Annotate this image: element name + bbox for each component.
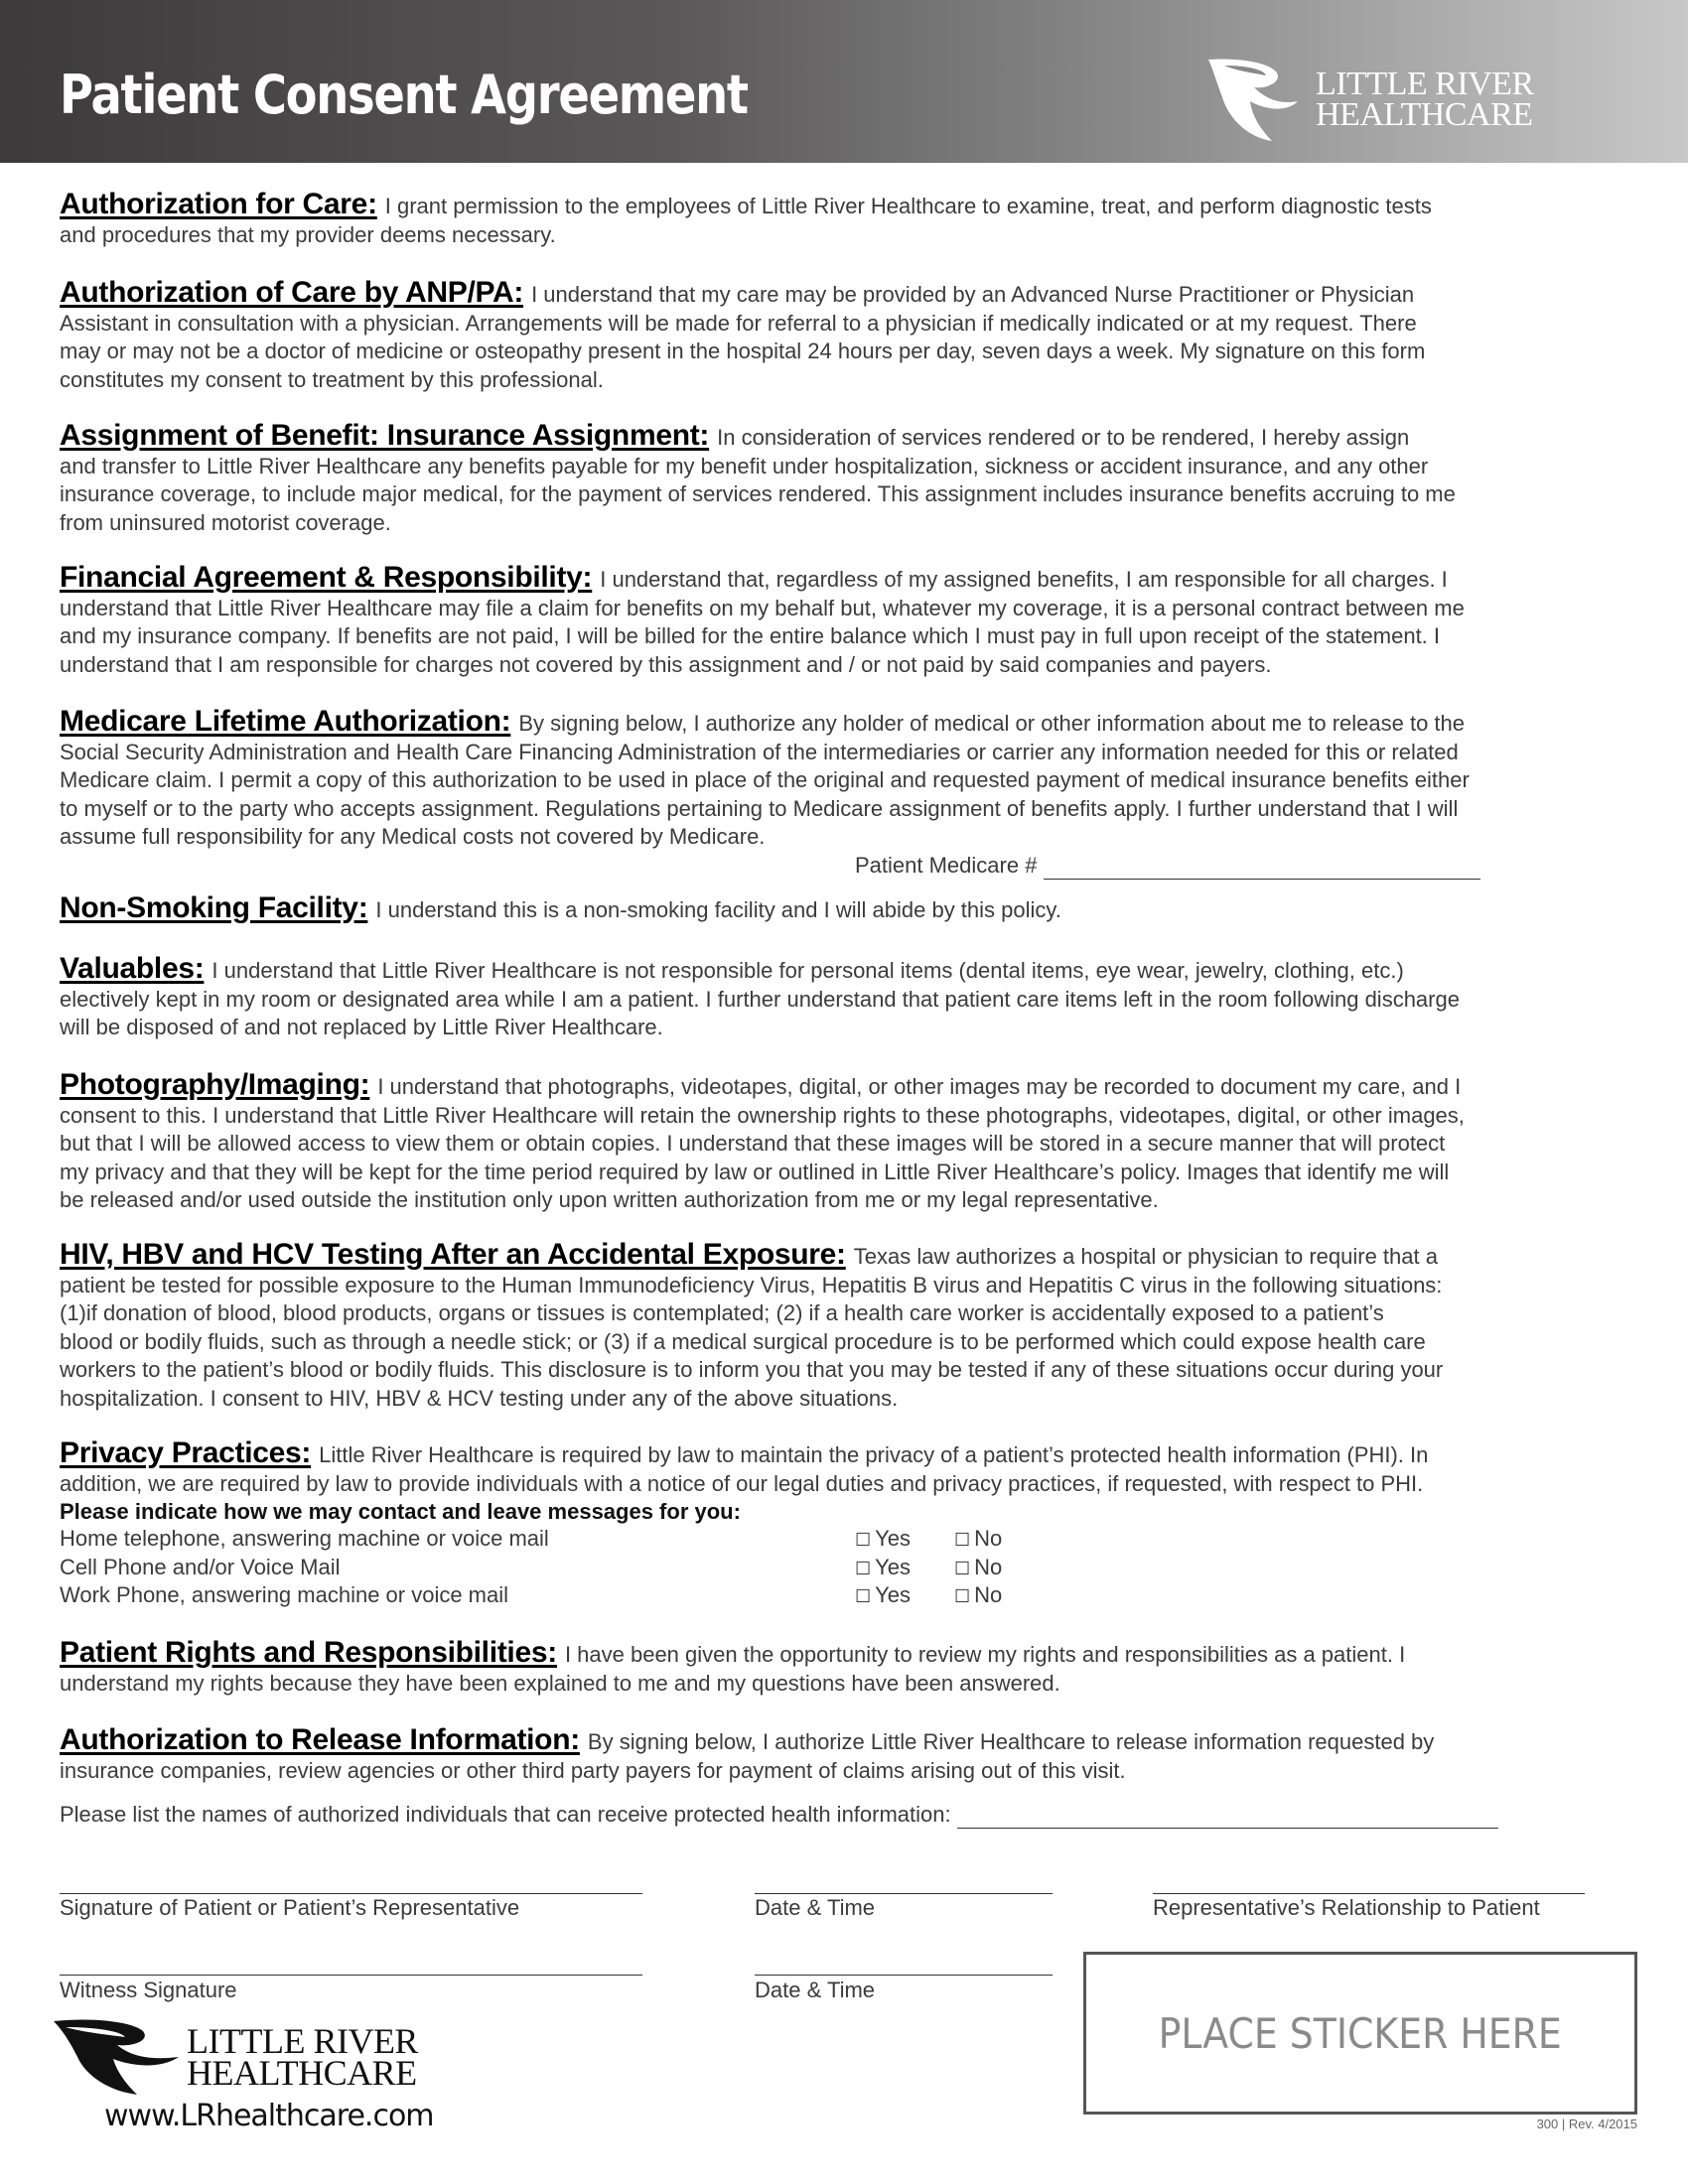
section-text: to myself or to the party who accepts assignment. Regulations pertaining to Medicare assignment of benefits apply. I further understand that I will bbox=[60, 795, 1459, 821]
section-text: understand that I am responsible for charges not covered by this assignment and / or not paid by said companies and payers. bbox=[60, 651, 1272, 677]
date-time-label-2: Date & Time bbox=[755, 1978, 876, 2002]
section-first-line bbox=[60, 891, 1061, 925]
section-heading: Authorization to Release Information: bbox=[60, 1723, 580, 1756]
section-text: and my insurance company. If benefits are not paid, I will be billed for the entire balance which I must pay in full upon receipt of the statement. I bbox=[60, 623, 1441, 648]
checkbox-icon[interactable]: ☐ bbox=[855, 1530, 872, 1550]
section-heading: HIV, HBV and HCV Testing After an Accidental Exposure: bbox=[60, 1238, 846, 1271]
section-first-line bbox=[60, 561, 1465, 595]
section-text: insurance companies, review agencies or other third party payers for payment of claims arising out of this visit. bbox=[60, 1757, 1126, 1783]
section-heading: Patient Rights and Responsibilities: bbox=[60, 1636, 557, 1669]
consent-section bbox=[60, 276, 1426, 394]
footer-logo-line1: LITTLE RIVER bbox=[187, 2020, 418, 2061]
section-text: will be disposed of and not replaced by Little River Healthcare. bbox=[60, 1015, 663, 1039]
section-text: electively kept in my room or designated area while I am a patient. I further understand that patient care items left in the room following discharge bbox=[60, 986, 1460, 1012]
consent-section bbox=[60, 1723, 1435, 1785]
section-text: I grant permission to the employees of Little River Healthcare to examine, treat, and perform diagnostic tests bbox=[384, 194, 1432, 218]
consent-section bbox=[60, 419, 1456, 537]
contact-prompt: Please indicate how we may contact and leave messages for you: bbox=[60, 1499, 741, 1524]
witness-signature-label: Witness Signature bbox=[60, 1978, 237, 2002]
section-heading: Assignment of Benefit: Insurance Assignment: bbox=[60, 419, 710, 452]
logo-line2: HEALTHCARE bbox=[1316, 96, 1533, 133]
section-heading: Financial Agreement & Responsibility: bbox=[60, 561, 593, 594]
medicare-number-input[interactable] bbox=[1044, 857, 1480, 880]
section-text: be released and/or used outside the institution only upon written authorization from me or my legal representative. bbox=[60, 1187, 1159, 1212]
consent-section bbox=[60, 705, 1470, 852]
consent-section bbox=[60, 1238, 1444, 1413]
section-text: I understand that photographs, videotapes, digital, or other images may be recorded to document my care, and I bbox=[377, 1074, 1462, 1099]
consent-section bbox=[60, 891, 1061, 925]
section-text: consent to this. I understand that Little River Healthcare will retain the ownership rights to these photographs, videotapes, digital, or other images, bbox=[60, 1102, 1465, 1128]
footer-logo bbox=[52, 2017, 418, 2097]
section-text: may or may not be a doctor of medicine or osteopathy present in the hospital 24 hours per day, seven days a week. My signature on this form bbox=[60, 339, 1426, 363]
section-first-line bbox=[60, 1238, 1443, 1272]
consent-section bbox=[60, 188, 1432, 249]
section-text: constitutes my consent to treatment by this professional. bbox=[60, 366, 604, 392]
section-text: my privacy and that they will be kept for the time period required by law or outlined in Little River Healthcare’s policy. Images that identify me will bbox=[60, 1159, 1450, 1184]
consent-section bbox=[60, 1636, 1406, 1698]
section-text: assume full responsibility for any Medical costs not covered by Medicare. bbox=[60, 824, 766, 849]
section-heading: Valuables: bbox=[60, 952, 205, 985]
section-text: I understand that Little River Healthcare is not responsible for personal items (dental items, eye wear, jewelry, clothing, etc.) bbox=[211, 958, 1404, 983]
contact-no-label: No bbox=[974, 1554, 1003, 1579]
section-heading: Privacy Practices: bbox=[60, 1436, 312, 1469]
contact-yes-checkbox[interactable] bbox=[855, 1525, 911, 1554]
contact-no-checkbox[interactable] bbox=[954, 1554, 1002, 1582]
section-text: By signing below, I authorize Little River Healthcare to release information requested by bbox=[587, 1729, 1435, 1754]
section-text: insurance coverage, to include major medical, for the payment of services rendered. This assignment includes insurance benefits accruing to me bbox=[60, 481, 1456, 506]
checkbox-icon[interactable]: ☐ bbox=[855, 1558, 872, 1578]
sticker-label: PLACE STICKER HERE bbox=[1158, 2008, 1563, 2058]
checkbox-icon[interactable]: ☐ bbox=[954, 1530, 971, 1550]
authorized-individuals-label: Please list the names of authorized individuals that can receive protected health information: bbox=[60, 1802, 951, 1827]
authorized-individuals-input[interactable] bbox=[957, 1806, 1498, 1829]
footer-logo-line2: HEALTHCARE bbox=[187, 2053, 417, 2093]
section-text: I understand that my care may be provided by an Advanced Nurse Practitioner or Physician bbox=[531, 282, 1415, 307]
river-logo-icon bbox=[1206, 58, 1306, 143]
section-text: but that I will be allowed access to view them or obtain copies. I understand that these images will be stored in a secure manner that will protect bbox=[60, 1131, 1446, 1156]
patient-signature-label: Signature of Patient or Patient’s Representative bbox=[60, 1895, 520, 1920]
section-first-line bbox=[60, 1636, 1406, 1670]
revision-label: 300 | Rev. 4/2015 bbox=[1536, 2116, 1637, 2131]
section-text: I understand that, regardless of my assigned benefits, I am responsible for all charges. I bbox=[600, 567, 1448, 592]
checkbox-icon[interactable]: ☐ bbox=[954, 1558, 971, 1578]
section-text: from uninsured motorist coverage. bbox=[60, 509, 391, 535]
page-header bbox=[0, 0, 1688, 163]
contact-yes-checkbox[interactable] bbox=[855, 1554, 911, 1582]
section-text: Medicare claim. I permit a copy of this authorization to be used in place of the original and requested payment of medical insurance benefits either bbox=[60, 767, 1470, 792]
website-link[interactable]: www.LRhealthcare.com bbox=[104, 2099, 434, 2133]
contact-yes-label: Yes bbox=[875, 1554, 912, 1579]
section-first-line bbox=[60, 952, 1460, 986]
contact-no-checkbox[interactable] bbox=[954, 1525, 1002, 1554]
consent-section bbox=[60, 1436, 1429, 1527]
section-text: workers to the patient’s blood or bodily fluids. This disclosure is to inform you that you may be tested if any of these situations occur during your bbox=[60, 1357, 1444, 1382]
section-text: Texas law authorizes a hospital or physician to require that a bbox=[853, 1244, 1438, 1269]
section-first-line bbox=[60, 1436, 1429, 1470]
section-heading: Photography/Imaging: bbox=[60, 1068, 370, 1101]
section-text: understand my rights because they have been explained to me and my questions have been answered. bbox=[60, 1670, 1060, 1696]
section-text: In consideration of services rendered or to be rendered, I hereby assign bbox=[717, 425, 1410, 450]
river-logo-icon bbox=[52, 2017, 181, 2097]
section-text: patient be tested for possible exposure to the Human Immunodeficiency Virus, Hepatitis B virus and Hepatitis C virus in the following situations: bbox=[60, 1272, 1443, 1297]
authorized-individuals-field[interactable] bbox=[60, 1801, 1498, 1829]
relationship-label: Representative’s Relationship to Patient bbox=[1153, 1895, 1540, 1920]
contact-option-label: Cell Phone and/or Voice Mail bbox=[60, 1554, 341, 1579]
section-first-line bbox=[60, 419, 1456, 453]
section-first-line bbox=[60, 188, 1432, 221]
header-logo bbox=[1206, 58, 1534, 143]
contact-yes-checkbox[interactable] bbox=[855, 1581, 911, 1610]
consent-section bbox=[60, 561, 1465, 679]
witness-signature-line[interactable] bbox=[60, 1975, 642, 1976]
date-time-label-1: Date & Time bbox=[755, 1895, 876, 1920]
date-time-line-2[interactable] bbox=[755, 1975, 1053, 1976]
section-text: I have been given the opportunity to review my rights and responsibilities as a patient. I bbox=[564, 1642, 1406, 1667]
section-text: By signing below, I authorize any holder of medical or other information about me to release to the bbox=[518, 711, 1466, 736]
section-heading: Authorization for Care: bbox=[60, 188, 377, 220]
section-first-line bbox=[60, 705, 1470, 739]
contact-yes-label: Yes bbox=[875, 1526, 912, 1551]
section-text: and procedures that my provider deems necessary. bbox=[60, 221, 556, 247]
section-heading: Medicare Lifetime Authorization: bbox=[60, 705, 511, 738]
section-text: Assistant in consultation with a physician. Arrangements will be made for referral to a physician if medically indicated or at my request. There bbox=[60, 310, 1417, 336]
section-text: blood or bodily fluids, such as through a needle stick; or (3) if a medical surgical procedure is to be performed which could expose health care bbox=[60, 1328, 1426, 1354]
section-first-line bbox=[60, 1068, 1465, 1102]
checkbox-icon[interactable]: ☐ bbox=[855, 1586, 872, 1606]
contact-no-label: No bbox=[974, 1582, 1003, 1607]
consent-section bbox=[60, 952, 1460, 1042]
section-heading: Non-Smoking Facility: bbox=[60, 891, 368, 924]
contact-no-checkbox[interactable] bbox=[954, 1581, 1002, 1610]
logo-line1: LITTLE RIVER bbox=[1316, 66, 1534, 103]
section-text: hospitalization. I consent to HIV, HBV & HCV testing under any of the above situations. bbox=[60, 1385, 899, 1411]
section-heading: Authorization of Care by ANP/PA: bbox=[60, 276, 524, 309]
contact-no-label: No bbox=[974, 1526, 1003, 1551]
medicare-number-field[interactable] bbox=[855, 852, 1480, 880]
contact-option-label: Home telephone, answering machine or voice mail bbox=[60, 1526, 549, 1551]
section-text: and transfer to Little River Healthcare any benefits payable for my benefit under hospitalization, sickness or accident insurance, and any other bbox=[60, 453, 1429, 478]
section-first-line bbox=[60, 276, 1425, 310]
page-title: Patient Consent Agreement bbox=[60, 64, 748, 126]
section-first-line bbox=[60, 1723, 1435, 1757]
contact-option-label: Work Phone, answering machine or voice mail bbox=[60, 1582, 509, 1607]
checkbox-icon[interactable]: ☐ bbox=[954, 1586, 971, 1606]
section-text: Social Security Administration and Health Care Financing Administration of the intermediaries or carrier any information needed for this or related bbox=[60, 739, 1459, 764]
contact-yes-label: Yes bbox=[875, 1582, 912, 1607]
consent-section bbox=[60, 1068, 1465, 1215]
section-text: Little River Healthcare is required by law to maintain the privacy of a patient’s protected health information (PHI). In bbox=[319, 1442, 1429, 1467]
sticker-box bbox=[1083, 1952, 1637, 2115]
section-text: understand that Little River Healthcare may file a claim for benefits on my behalf but, whatever my coverage, it is a personal contract between me bbox=[60, 595, 1465, 620]
section-text: I understand this is a non-smoking facility and I will abide by this policy. bbox=[375, 897, 1061, 922]
section-text: (1)if donation of blood, blood products, organs or tissues is contemplated; (2) if a health care worker is accidentally exposed to a patient’s bbox=[60, 1300, 1384, 1325]
section-text: addition, we are required by law to provide individuals with a notice of our legal duties and privacy practices, if requested, with respect to PHI. bbox=[60, 1470, 1424, 1496]
medicare-number-label: Patient Medicare # bbox=[855, 853, 1038, 878]
